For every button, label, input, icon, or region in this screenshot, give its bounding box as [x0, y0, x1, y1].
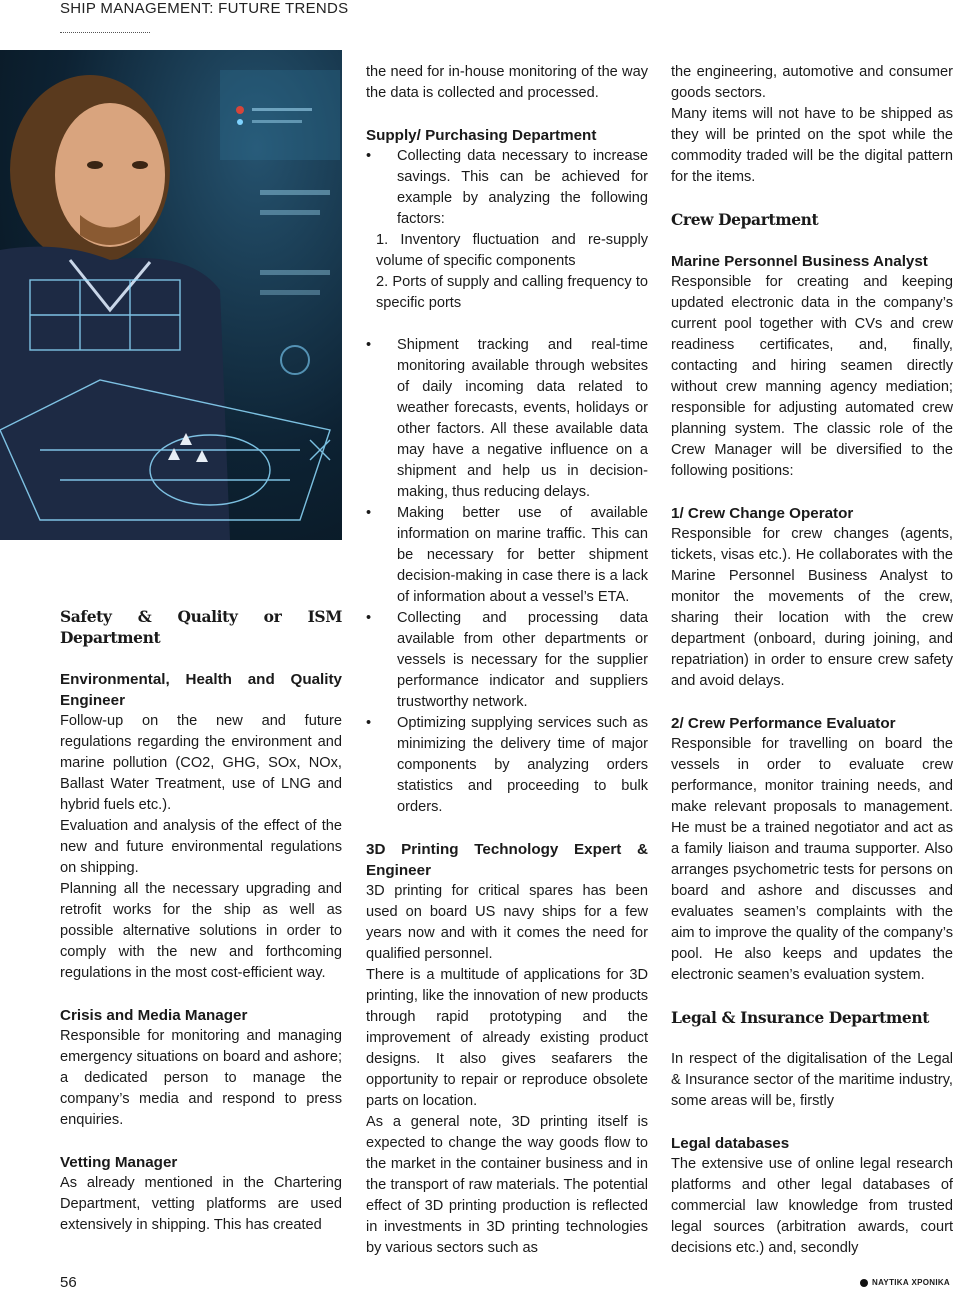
paragraph: Responsible for creating and keeping updated electronic data in the company’s current pool together with CVs and crew readiness certificates, and, finally, contacting and hiring seamen directly without crew manning agency mediation; responsible for adjusting automated crew planning system. The classic role of the Crew Manager will be diversified to the following positions:	[671, 274, 953, 479]
paragraph: Responsible for travelling on board the vessels in order to evaluate crew performance, monitor training needs, and make relevant proposals to management. He must be a trained negotiator and act as a family liaison and trauma supporter. Also arranges psychometric tests for persons on board and ashore and discusses and evaluates seamen’s complaints with the aim to improve the quality of the company’s pool. He also keeps and updates the electronic seamen’s evaluation system.	[671, 736, 953, 983]
bullet-list	[366, 335, 648, 818]
list-item: • Making better use of available information on marine traffic. This can be necessary for better shipment decision-making in case there is a lack of information about a vessel’s ETA.	[366, 503, 648, 608]
paragraph: As already mentioned in the Chartering Department, vetting platforms are used extensively in shipping. This has created	[60, 1175, 342, 1233]
page-number: 56	[60, 1274, 77, 1291]
column-2	[366, 62, 648, 1259]
paragraph: Responsible for monitoring and managing emergency situations on board and ashore; a dedicated person to manage the company’s media and respond to press enquiries.	[60, 1028, 342, 1128]
paragraph: the engineering, automotive and consumer goods sectors.	[671, 64, 953, 101]
section-heading-crew: Crew Department	[671, 210, 819, 229]
bullet-list	[366, 146, 648, 230]
role-heading-mpba: Marine Personnel Business Analyst	[671, 253, 928, 270]
photo-illustration	[0, 50, 342, 540]
role-heading-3d-printing: 3D Printing Technology Expert & Engineer	[366, 841, 648, 879]
paragraph: Follow-up on the new and future regulations regarding the environment and marine pollution (CO2, GHG, SOx, NOx, Ballast Water Treatment, use of LNG and hybrid fuels etc.).	[60, 713, 342, 813]
section-heading-safety-quality: Safety & Quality or ISM Department	[60, 607, 342, 647]
role-heading-crisis-manager: Crisis and Media Manager	[60, 1007, 248, 1024]
brand-name: ΝΑΥΤΙΚΑ ΧΡΟΝΙΚΑ	[872, 1278, 950, 1287]
list-item: • Collecting data necessary to increase savings. This can be achieved for example by analyzing the following factors:	[366, 146, 648, 230]
publication-brand	[860, 1278, 950, 1287]
paragraph: There is a multitude of applications for 3D printing, like the innovation of new products through rapid prototyping and the improvement of already existing product designs. It also gives seafarers the opportunity to repair or reproduce obsolete parts on location.	[366, 967, 648, 1109]
list-item: • Optimizing supplying services such as minimizing the delivery time of major components by analyzing orders statistics and proceeding to bulk orders.	[366, 713, 648, 818]
role-heading-ehq-engineer: Environmental, Health and Quality Engineer	[60, 671, 342, 709]
role-heading-legal-databases: Legal databases	[671, 1135, 790, 1152]
column-3	[671, 62, 953, 1259]
paragraph: As a general note, 3D printing itself is expected to change the way goods flow to the market in the container business and in the transport of raw materials. The potential effect of 3D printing production is reflected in investments in 3D printing technologies by various sectors such as	[366, 1114, 648, 1256]
paragraph: 3D printing for critical spares has been used on board US navy ships for a few years now and with it comes the need for qualified personnel.	[366, 883, 648, 962]
brand-logo-icon	[860, 1279, 868, 1287]
column-1	[60, 606, 342, 1236]
paragraph: The extensive use of online legal research platforms and other legal databases of commercial law knowledge from trusted legal sources (arbitration awards, court decisions etc.) and, secondly	[671, 1156, 953, 1256]
paragraph: the need for in-house monitoring of the way the data is collected and processed.	[366, 64, 648, 101]
paragraph: Planning all the necessary upgrading and retrofit works for the ship as well as possible alternative solutions in order to comply with the new and forthcoming regulations in the most cost-efficient way.	[60, 881, 342, 981]
paragraph: Responsible for crew changes (agents, tickets, visas etc.). He collaborates with the Marine Personnel Business Analyst to monitor the movements of the crew, sharing their location with the crew department (onboard, during joining, and repatriation) in order to ensure crew safety and avoid delays.	[671, 526, 953, 689]
role-heading-crew-change: 1/ Crew Change Operator	[671, 505, 854, 522]
paragraph: Many items will not have to be shipped as they will be printed on the spot while the commodity traded will be the digital pattern for the items.	[671, 106, 953, 185]
header-divider	[60, 32, 150, 33]
section-heading-legal: Legal & Insurance Department	[671, 1008, 930, 1027]
running-head: SHIP MANAGEMENT: FUTURE TRENDS	[60, 0, 349, 17]
article-photo	[0, 50, 342, 540]
role-heading-vetting-manager: Vetting Manager	[60, 1154, 178, 1171]
paragraph: In respect of the digitalisation of the Legal & Insurance sector of the maritime industry, some areas will be, firstly	[671, 1051, 953, 1109]
list-item: • Shipment tracking and real-time monitoring available through websites of daily incoming data related to weather forecasts, events, holidays or other factors. All these available data may have a negative influence on a shipment and help us in decision-making, thus reducing delays.	[366, 335, 648, 503]
role-heading-supply-purchasing: Supply/ Purchasing Department	[366, 127, 597, 144]
list-item: • Collecting and processing data available from other departments or vessels is necessary for the supplier performance indicator and suppliers trustworthy network.	[366, 608, 648, 713]
paragraph: Evaluation and analysis of the effect of the new and future environmental regulations on shipping.	[60, 818, 342, 876]
numbered-item: 2. Ports of supply and calling frequency to specific ports	[376, 274, 648, 311]
role-heading-crew-performance: 2/ Crew Performance Evaluator	[671, 715, 896, 732]
numbered-item: 1. Inventory fluctuation and re-supply volume of specific components	[376, 232, 648, 269]
